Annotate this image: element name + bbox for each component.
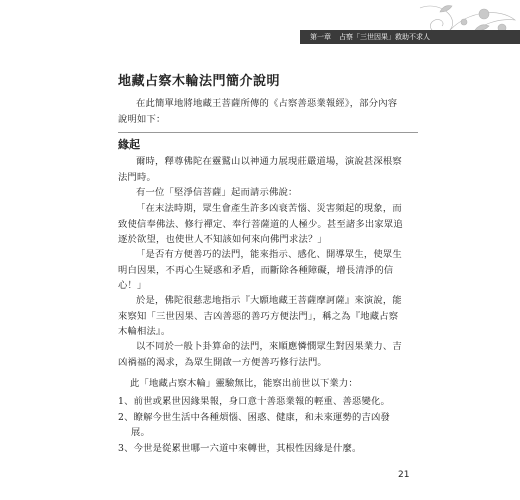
- page-title: 地藏占察木輪法門簡介說明: [118, 74, 281, 89]
- quote-paragraph: [118, 201, 418, 248]
- chapter-number: 第一章: [310, 33, 331, 41]
- list-item-continuation: 展。: [131, 427, 150, 438]
- lead-paragraph: [118, 376, 418, 392]
- list-item: 1、前世或累世因緣果報，身口意十善惡業報的輕重、善惡變化。: [118, 396, 391, 407]
- text-line: 明白因果，不再心生疑惑和矛盾，而斷除各種障礙，增長清淨的信: [118, 264, 394, 276]
- body-paragraph: [118, 339, 418, 370]
- text-line: 在此簡單地將地藏王菩薩所傳的《占察善惡業報經》，部分內容: [136, 98, 398, 109]
- body-paragraph: [118, 185, 418, 201]
- text-line: 逐於欲望，也使世人不知該如何來向佛門求法？」: [118, 234, 327, 245]
- text-line: 說明如下：: [118, 113, 166, 125]
- section-heading: 緣起: [118, 138, 140, 151]
- text-line: 致使信奉佛法、修行禪定、奉行菩薩道的人極少。甚至諸多出家眾追: [118, 218, 403, 230]
- list-item: 2、瞭解今世生活中各種煩惱、困惑、健康，和未來運勢的吉凶發: [118, 411, 391, 423]
- text-line: 心！」: [118, 280, 147, 291]
- text-line: 木輪相法』。: [118, 326, 171, 337]
- list-item: 3、今世是從累世哪一六道中來轉世，其根性因緣是什麼。: [118, 442, 362, 454]
- section-divider: [118, 132, 418, 133]
- text-line: 法門時。: [118, 171, 156, 183]
- text-line: 於是，佛陀很慈悲地指示『大願地藏王菩薩摩訶薩』來演說，能: [136, 295, 402, 306]
- intro-paragraph: [118, 96, 418, 127]
- karma-list: [118, 394, 418, 456]
- text-line: 來察知「三世因果、吉凶善惡的善巧方便法門」，稱之為『地藏占察: [118, 310, 399, 322]
- text-line: 「在末法時期，眾生會產生許多凶衰苦惱、災害頻起的現象，而: [136, 203, 402, 214]
- text-line: 以不同於一般卜卦算命的法門，來順應憐憫眾生對因果業力、吉: [136, 341, 402, 352]
- text-line: 此「地藏占察木輪」靈驗無比，能察出前世以下業力：: [130, 378, 358, 389]
- text-line: 有一位「堅淨信菩薩」起而請示佛說：: [136, 187, 298, 198]
- text-line: 凶禍福的渴求，為眾生開啟一方便善巧修行法門。: [118, 356, 327, 368]
- text-line: 爾時，釋尊佛陀在靈鷲山以神通力展現莊嚴道場，演說甚深根察: [136, 156, 402, 167]
- body-paragraph: [118, 154, 418, 185]
- page-number: 21: [398, 470, 410, 480]
- chapter-title: 占察「三世因果」救助不求人: [339, 33, 430, 41]
- chapter-header: [300, 30, 520, 44]
- text-line: 「是否有方便善巧的法門，能來指示、感化、開導眾生，使眾生: [136, 249, 402, 260]
- body-paragraph: [118, 293, 418, 340]
- quote-paragraph: [118, 247, 418, 294]
